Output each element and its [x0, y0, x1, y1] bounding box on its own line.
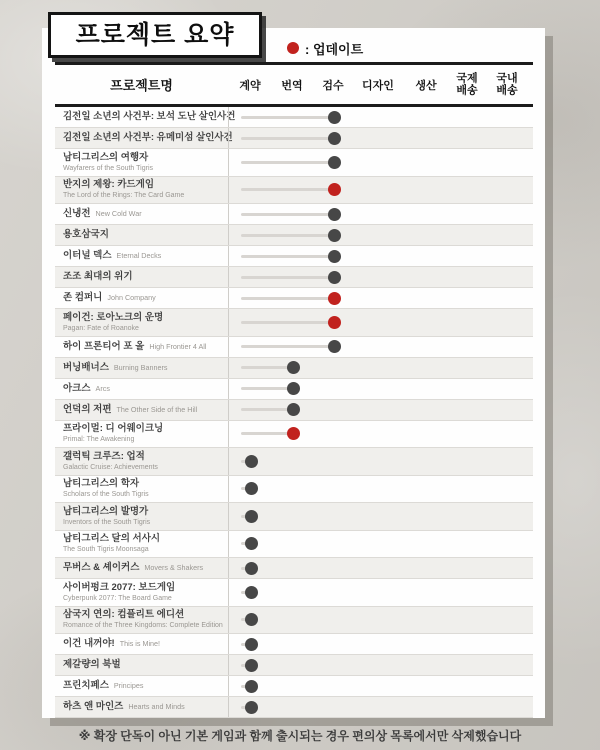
status-dot — [245, 455, 258, 468]
progress-cell — [228, 476, 533, 503]
progress-cell — [228, 107, 533, 127]
project-row — [55, 149, 533, 177]
project-name-cell — [55, 636, 228, 653]
project-title-kr: 신냉전 New Cold War — [63, 208, 142, 220]
project-title-en: This is Mine! — [119, 639, 161, 649]
project-row — [55, 607, 533, 635]
project-name-cell — [55, 607, 228, 634]
progress-cell — [228, 531, 533, 558]
status-dot — [328, 183, 341, 196]
project-title-kr: 남티그리스 달의 서사시 — [63, 533, 161, 544]
project-title-kr: 반지의 제왕: 카드게임 — [63, 179, 155, 190]
project-title-kr: 페이건: 로아노크의 운명 — [63, 311, 164, 323]
update-legend-label: : 업데이트 — [305, 41, 364, 57]
status-dot — [328, 111, 341, 124]
column-header-project-name: 프로젝트명 — [110, 78, 173, 93]
page-title-box — [48, 12, 262, 58]
progress-track — [241, 408, 291, 411]
project-title-en: Primal: The Awakening — [63, 436, 135, 443]
project-title-kr: 아크스 Arcs — [63, 382, 110, 394]
project-row — [55, 379, 533, 400]
project-row — [55, 246, 533, 267]
progress-cell — [228, 309, 533, 336]
progress-cell — [228, 149, 533, 176]
progress-cell — [228, 246, 533, 266]
project-name-cell — [55, 149, 228, 176]
project-row — [55, 531, 533, 559]
project-title-kr: 하이 프론티어 포 올 High Frontier 4 All — [63, 340, 207, 352]
project-title-kr: 남티그리스의 발명가 — [63, 505, 149, 517]
project-title-kr: 언덕의 저편 The Other Side of the Hill — [63, 403, 198, 415]
project-row — [55, 288, 533, 309]
progress-cell — [228, 655, 533, 675]
project-row — [55, 225, 533, 246]
status-dot — [245, 586, 258, 599]
progress-cell — [228, 177, 533, 204]
column-header-stage-1: 계약 — [239, 79, 261, 92]
project-row — [55, 204, 533, 225]
project-title-kr: 사이버펑크 2077: 보드게임 — [63, 581, 176, 593]
progress-cell — [228, 558, 533, 578]
project-name-cell — [55, 269, 228, 286]
progress-cell — [228, 358, 533, 378]
update-legend — [287, 41, 363, 55]
status-dot — [245, 659, 258, 672]
status-dot — [245, 482, 258, 495]
project-row — [55, 400, 533, 421]
project-title-kr: 남티그리스의 여행자 — [63, 151, 149, 163]
project-title-en: Principes — [113, 681, 144, 691]
project-title-en: High Frontier 4 All — [149, 341, 207, 351]
progress-track — [241, 116, 332, 119]
project-title-kr: 버닝배너스 Burning Banners — [63, 361, 168, 373]
summary-card — [42, 21, 545, 718]
progress-cell — [228, 379, 533, 399]
status-dot — [328, 340, 341, 353]
project-row — [55, 634, 533, 655]
status-dot — [287, 403, 300, 416]
progress-cell — [228, 634, 533, 654]
project-title-kr: 프린치페스 Principes — [63, 680, 144, 692]
project-title-en: Eternal Decks — [116, 251, 162, 261]
project-title-kr: 남티그리스의 학자 — [63, 478, 140, 489]
project-title-en: Movers & Shakers — [144, 563, 204, 573]
project-title-kr: 김전일 소년의 사건부: 보석 도난 살인사건 — [63, 111, 236, 123]
progress-track — [241, 297, 332, 300]
project-name-cell — [55, 290, 228, 307]
column-header-stage-7: 국내배송 — [496, 72, 518, 97]
progress-track — [241, 321, 332, 324]
status-dot — [245, 613, 258, 626]
project-title-en: Galactic Cruise: Achievements — [63, 463, 158, 471]
footnote: ※ 확장 단독이 아닌 기본 게임과 함께 출시되는 경우 편의상 목록에서만 삭제했습니다 — [78, 729, 522, 743]
progress-track — [241, 213, 332, 216]
project-row — [55, 267, 533, 288]
progress-cell — [228, 676, 533, 696]
project-name-cell — [55, 130, 233, 147]
progress-cell — [228, 579, 533, 606]
project-row — [55, 503, 533, 531]
project-title-kr: 이건 내꺼야! This is Mine! — [63, 638, 161, 650]
status-dot — [245, 562, 258, 575]
status-dot — [328, 208, 341, 221]
project-row — [55, 177, 533, 205]
project-title-en: Cyberpunk 2077: The Board Game — [63, 594, 172, 602]
column-header-stage-6: 국제배송 — [456, 72, 478, 97]
update-dot-icon — [287, 42, 299, 54]
project-row — [55, 128, 533, 149]
project-row — [55, 676, 533, 697]
project-name-cell — [55, 678, 228, 695]
project-row — [55, 697, 533, 718]
progress-track — [241, 432, 291, 435]
progress-track — [241, 366, 291, 369]
project-title-en: Pagan: Fate of Roanoke — [63, 324, 139, 332]
project-row — [55, 309, 533, 337]
column-header-stage-5: 생산 — [415, 79, 437, 92]
project-row — [55, 421, 533, 449]
progress-cell — [228, 204, 533, 224]
project-title-kr: 하츠 앤 마인즈 Hearts and Minds — [63, 701, 185, 713]
progress-cell — [228, 128, 533, 148]
progress-cell — [228, 607, 533, 634]
progress-cell — [228, 503, 533, 530]
progress-cell — [228, 225, 533, 245]
project-name-cell — [55, 579, 228, 606]
status-dot — [287, 382, 300, 395]
project-row — [55, 448, 533, 476]
project-title-en: The South Tigris Moonsaga — [63, 546, 149, 553]
project-name-cell — [55, 401, 228, 418]
status-dot — [328, 132, 341, 145]
project-title-kr: 삼국지 연의: 컴플리트 에디션 — [63, 609, 185, 620]
project-title-kr: 프라이멀: 디 어웨이크닝 — [63, 423, 164, 434]
project-name-cell — [55, 476, 228, 503]
project-title-kr: 제갈량의 북벌 — [63, 659, 121, 671]
status-dot — [245, 701, 258, 714]
progress-track — [241, 387, 291, 390]
project-row — [55, 476, 533, 504]
status-dot — [328, 271, 341, 284]
project-name-cell — [55, 421, 228, 448]
project-title-kr: 무버스 & 셰이커스 Movers & Shakers — [63, 562, 204, 574]
project-name-cell — [55, 699, 228, 716]
column-header-stage-2: 번역 — [281, 79, 303, 92]
status-dot — [287, 427, 300, 440]
project-name-cell — [55, 338, 228, 355]
project-title-en: The Lord of the Rings: The Card Game — [63, 192, 185, 199]
project-row — [55, 107, 533, 128]
project-name-cell — [55, 206, 228, 223]
project-name-cell — [55, 248, 228, 265]
progress-track — [241, 276, 332, 279]
project-title-kr: 조조 최대의 위기 — [63, 271, 133, 283]
status-dot — [328, 229, 341, 242]
project-title-en: Romance of the Three Kingdoms: Complete Edition — [63, 622, 223, 629]
status-dot — [328, 250, 341, 263]
progress-cell — [228, 448, 533, 475]
project-title-en: Wayfarers of the South Tigris — [63, 164, 153, 172]
project-name-cell — [55, 448, 228, 475]
progress-track — [241, 345, 332, 348]
project-title-en: John Company — [107, 293, 156, 303]
progress-track — [241, 188, 332, 191]
table-body — [55, 107, 533, 718]
status-dot — [245, 638, 258, 651]
project-name-cell — [55, 309, 228, 336]
project-title-en: Arcs — [95, 383, 110, 393]
status-dot — [245, 510, 258, 523]
project-title-kr: 용호삼국지 — [63, 229, 109, 241]
project-status-table — [55, 62, 533, 718]
project-title-kr: 존 컴퍼니 John Company — [63, 292, 156, 304]
page-title: 프로젝트 요약 — [75, 21, 235, 49]
status-dot — [328, 316, 341, 329]
status-dot — [245, 537, 258, 550]
project-name-cell — [55, 177, 228, 204]
progress-cell — [228, 267, 533, 287]
project-row — [55, 337, 533, 358]
project-title-en: Hearts and Minds — [128, 702, 185, 712]
table-header — [55, 62, 533, 107]
project-title-en: Inventors of the South Tigris — [63, 518, 151, 526]
progress-track — [241, 255, 332, 258]
project-title-en: New Cold War — [95, 209, 142, 219]
project-title-kr: 갤럭틱 크루즈: 업적 — [63, 450, 145, 462]
progress-cell — [228, 400, 533, 420]
project-title-en: Burning Banners — [113, 362, 168, 372]
project-row — [55, 358, 533, 379]
project-row — [55, 655, 533, 676]
project-name-cell — [55, 380, 228, 397]
project-title-en: The Other Side of the Hill — [116, 404, 198, 414]
project-name-cell — [55, 227, 228, 244]
project-title-kr: 이터널 덱스 Eternal Decks — [63, 250, 162, 262]
status-dot — [287, 361, 300, 374]
project-name-cell — [55, 531, 228, 558]
progress-cell — [228, 697, 533, 717]
status-dot — [328, 156, 341, 169]
progress-track — [241, 234, 332, 237]
project-name-cell — [55, 560, 228, 577]
status-dot — [245, 680, 258, 693]
progress-track — [241, 161, 332, 164]
progress-cell — [228, 337, 533, 357]
project-name-cell — [55, 359, 228, 376]
status-dot — [328, 292, 341, 305]
progress-cell — [228, 421, 533, 448]
column-header-stage-3: 검수 — [322, 79, 344, 92]
project-name-cell — [55, 109, 236, 126]
project-title-en: Scholars of the South Tigris — [63, 491, 149, 498]
project-name-cell — [55, 503, 228, 530]
project-row — [55, 579, 533, 607]
column-header-stage-4: 디자인 — [362, 79, 394, 92]
project-title-kr: 김전일 소년의 사건부: 유메미섬 살인사건 — [63, 132, 233, 144]
project-name-cell — [55, 657, 228, 674]
progress-track — [241, 137, 332, 140]
progress-cell — [228, 288, 533, 308]
project-row — [55, 558, 533, 579]
